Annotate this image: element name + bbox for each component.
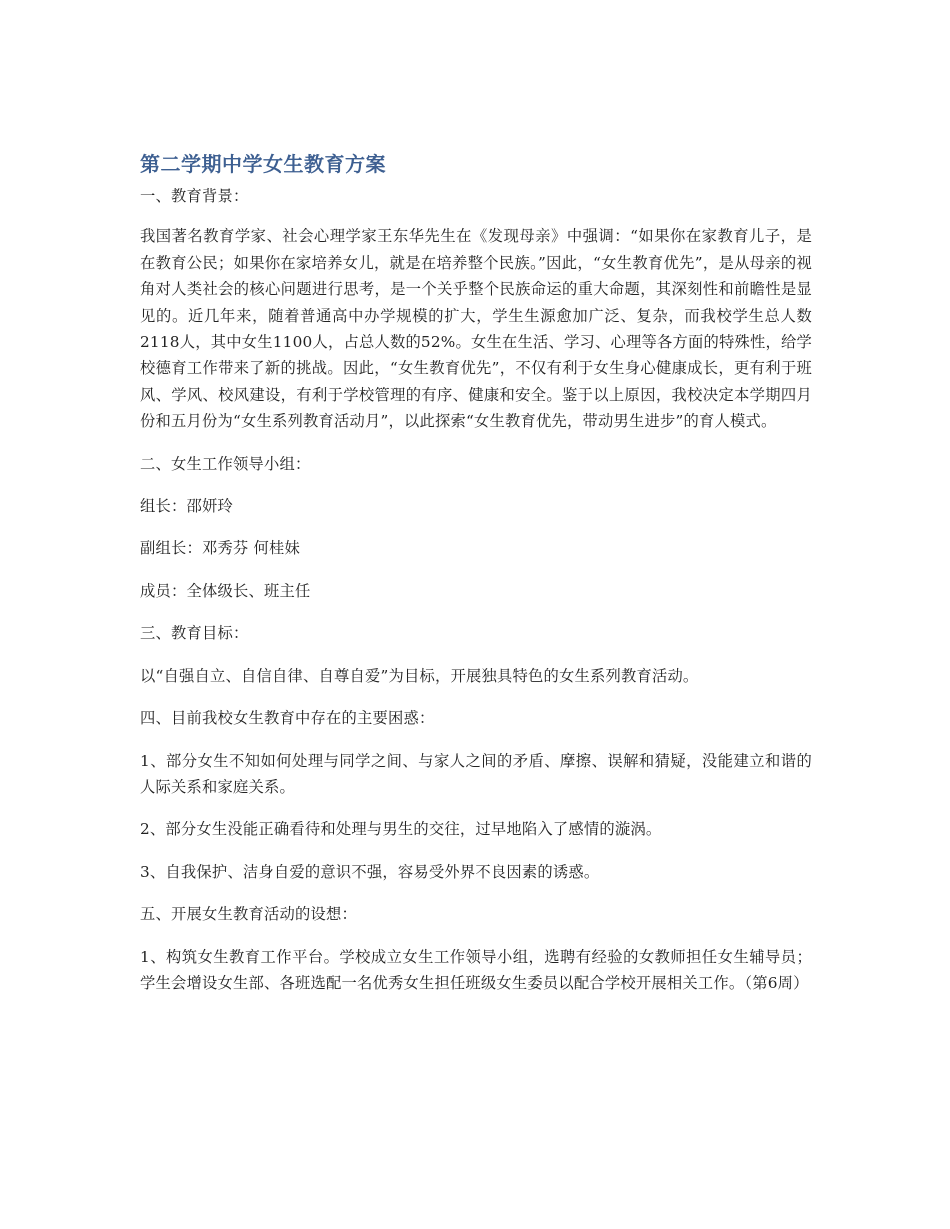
paragraph-background: 我国著名教育学家、社会心理学家王东华先生在《发现母亲》中强调：“如果你在家教育儿子，是在教育公民；如果你在家培养女儿，就是在培养整个民族。”因此，“女生教育优先”，是从母亲的视角对人类社会的核心问题进行思考，是一个关乎整个民族命运的重大命题，其深刻性和前瞻性是显见的。近几年来，随着普通高中办学规模的扩大，学生生源愈加广泛、复杂，而我校学生总人数2118人，其中女生1100人，占总人数的52%。女生在生活、学习、心理等各方面的特殊性，给学校德育工作带来了新的挑战。因此，“女生教育优先”，不仅有利于女生身心健康成长，更有利于班风、学风、校风建设，有利于学校管理的有序、健康和安全。鉴于以上原因，我校决定本学期四月份和五月份为“女生系列教育活动月”，以此探索“女生教育优先，带动男生进步”的育人模式。 (140, 227, 812, 431)
section-heading-problems: 四、目前我校女生教育中存在的主要困惑： (140, 709, 435, 728)
document-title: 第二学期中学女生教育方案 (140, 152, 386, 176)
plan-item-1: 1、构筑女生教育工作平台。学校成立女生工作领导小组，选聘有经验的女教师担任女生辅导员；学生会增设女生部、各班选配一名优秀女生担任班级女生委员以配合学校开展相关工作。（第6周） (140, 947, 812, 992)
section-heading-plan: 五、开展女生教育活动的设想： (140, 905, 357, 924)
members-line: 成员：全体级长、班主任 (140, 581, 311, 600)
document-page (140, 148, 812, 1012)
section-heading-background: 一、教育背景： (140, 187, 249, 205)
problem-item-3: 3、自我保护、洁身自爱的意识不强，容易受外界不良因素的诱惑。 (140, 862, 600, 881)
problem-item-1: 1、部分女生不知如何处理与同学之间、与家人之间的矛盾、摩擦、误解和猜疑，没能建立和谐的人际关系和家庭关系。 (140, 751, 812, 796)
problem-item-2: 2、部分女生没能正确看待和处理与男生的交往，过早地陷入了感情的漩涡。 (140, 820, 662, 839)
deputy-leader-line: 副组长：邓秀芬 何桂妹 (140, 539, 301, 558)
section-heading-goals: 三、教育目标： (140, 624, 249, 643)
paragraph-goals: 以“自强自立、自信自律、自尊自爱”为目标，开展独具特色的女生系列教育活动。 (140, 666, 699, 685)
leader-line: 组长：邵妍玲 (140, 497, 233, 516)
section-heading-leadership: 二、女生工作领导小组： (140, 454, 311, 473)
